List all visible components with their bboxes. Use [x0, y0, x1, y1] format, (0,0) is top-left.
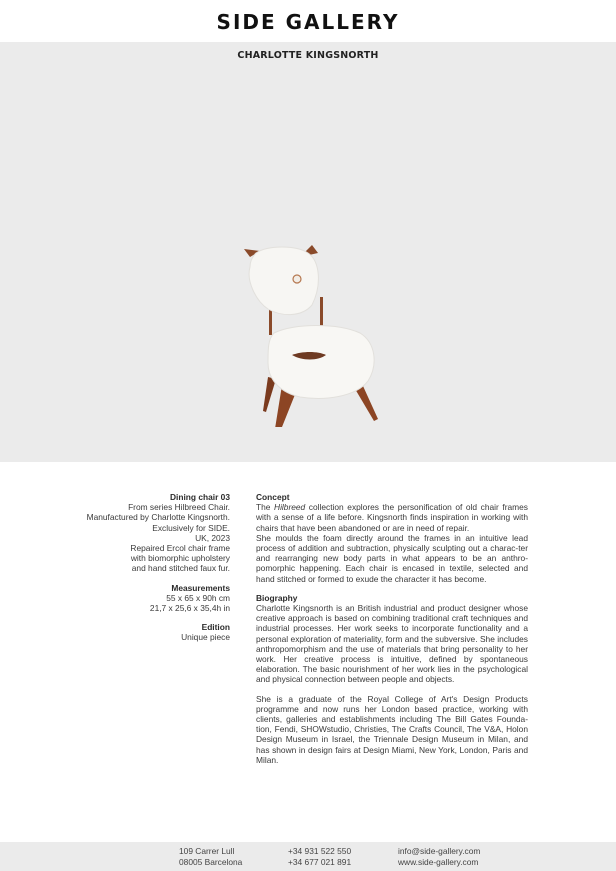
measurements-label: Measurements — [171, 582, 230, 593]
chair-back-fur — [249, 247, 318, 315]
measurement-cm: 55 x 65 x 90h cm — [166, 592, 230, 603]
footer-contact — [398, 846, 480, 867]
product-title: Dining chair 03 — [169, 492, 230, 502]
edition-label: Edition — [201, 622, 230, 633]
product-details — [40, 492, 230, 643]
footer-phones — [288, 846, 351, 867]
detail-line: Manufactured by Charlotte Kingsnorth. — [86, 512, 230, 523]
phone-1[interactable]: +34 931 522 550 — [288, 846, 352, 856]
email-link[interactable]: info@side-gallery.com — [398, 846, 481, 856]
text-column — [256, 492, 528, 774]
address-line-1: 109 Carrer Lull — [179, 846, 235, 856]
footer-address — [179, 846, 242, 867]
website-link[interactable]: www.side-gallery.com — [398, 856, 479, 867]
footer — [0, 842, 616, 871]
detail-line: and hand stitched faux fur. — [131, 563, 230, 574]
artist-name: CHARLOTTE KINGSNORTH — [237, 50, 379, 61]
measurement-in: 21,7 x 25,6 x 35,4h in — [149, 603, 230, 614]
detail-line: UK, 2023 — [195, 532, 230, 543]
chair-image — [238, 205, 384, 427]
address-line-2: 08005 Barcelona — [179, 856, 243, 867]
header — [0, 0, 616, 42]
hero-photo-area — [0, 42, 616, 462]
concept-paragraph-1: The Hilbreed collection explores the personification of old chair frames with a sense of a life before. Kingsnorth finds inspiration in working with chairs that have been abandoned or are in need of repair. She moulds the foam directly around the frames in an intuitive lead process of addition and subtraction, physically sculpting out a charac-ter and rearranging new body parts in what appears to be an anthro-pomorphic happening. Each chair is encased in textile, selected and hand stitched or formed to exude the character it has become. — [256, 502, 528, 584]
biography-heading: Biography — [256, 592, 298, 603]
concept-heading: Concept — [256, 492, 290, 502]
detail-line: Exclusively for SIDE. — [152, 522, 230, 533]
detail-line: with biomorphic upholstery — [130, 553, 230, 564]
gallery-logo: SIDE GALLERY — [216, 10, 400, 34]
edition-value: Unique piece — [181, 632, 230, 643]
detail-line: Repaired Ercol chair frame — [130, 543, 230, 554]
biography-paragraph-1: Charlotte Kingsnorth is an British industrial and product designer whose creative approach is based on combining traditional craft techniques and industrial processes. Her work seeks to incorporate functionality and a personal exploration of materiality, form and the subversive. She includes anthropomorphism and the use of materials that bring personality to her work. Her creative process is intuitive, defined by spontaneous elaboration. The basic nourishment of her work lies in the psychological and physical connection between people and objects. — [256, 603, 528, 685]
concept-paragraph-2: She moulds the foam directly around the frames in an intuitive lead process of addition and subtraction, physically sculpting out a charac-ter and rearranging new body parts in what appears to be an anthro-pomorphic happening. Each chair is encased in textile, selected and hand stitched or formed to exude the character it has become. — [256, 532, 528, 584]
collection-name: Hilbreed — [274, 502, 306, 513]
biography-paragraph-2: She is a graduate of the Royal College of Art's Design Products programme and now runs her London based practice, working with clients, galleries and establishments including The Bill Gates Founda-tion, Fendi, SHOWstudio, Christies, The Crafts Council, The V&A, Holon Design Museum in Israel, the Triennale Design Museum in Milan, and has shown in design fairs at Design Miami, New York, London, Paris and Milan. — [256, 693, 528, 765]
chair-back-button — [293, 275, 301, 283]
phone-2[interactable]: +34 677 021 891 — [288, 856, 352, 867]
detail-line: From series Hilbreed Chair. — [128, 502, 230, 513]
chair-seat-fur — [268, 326, 374, 399]
